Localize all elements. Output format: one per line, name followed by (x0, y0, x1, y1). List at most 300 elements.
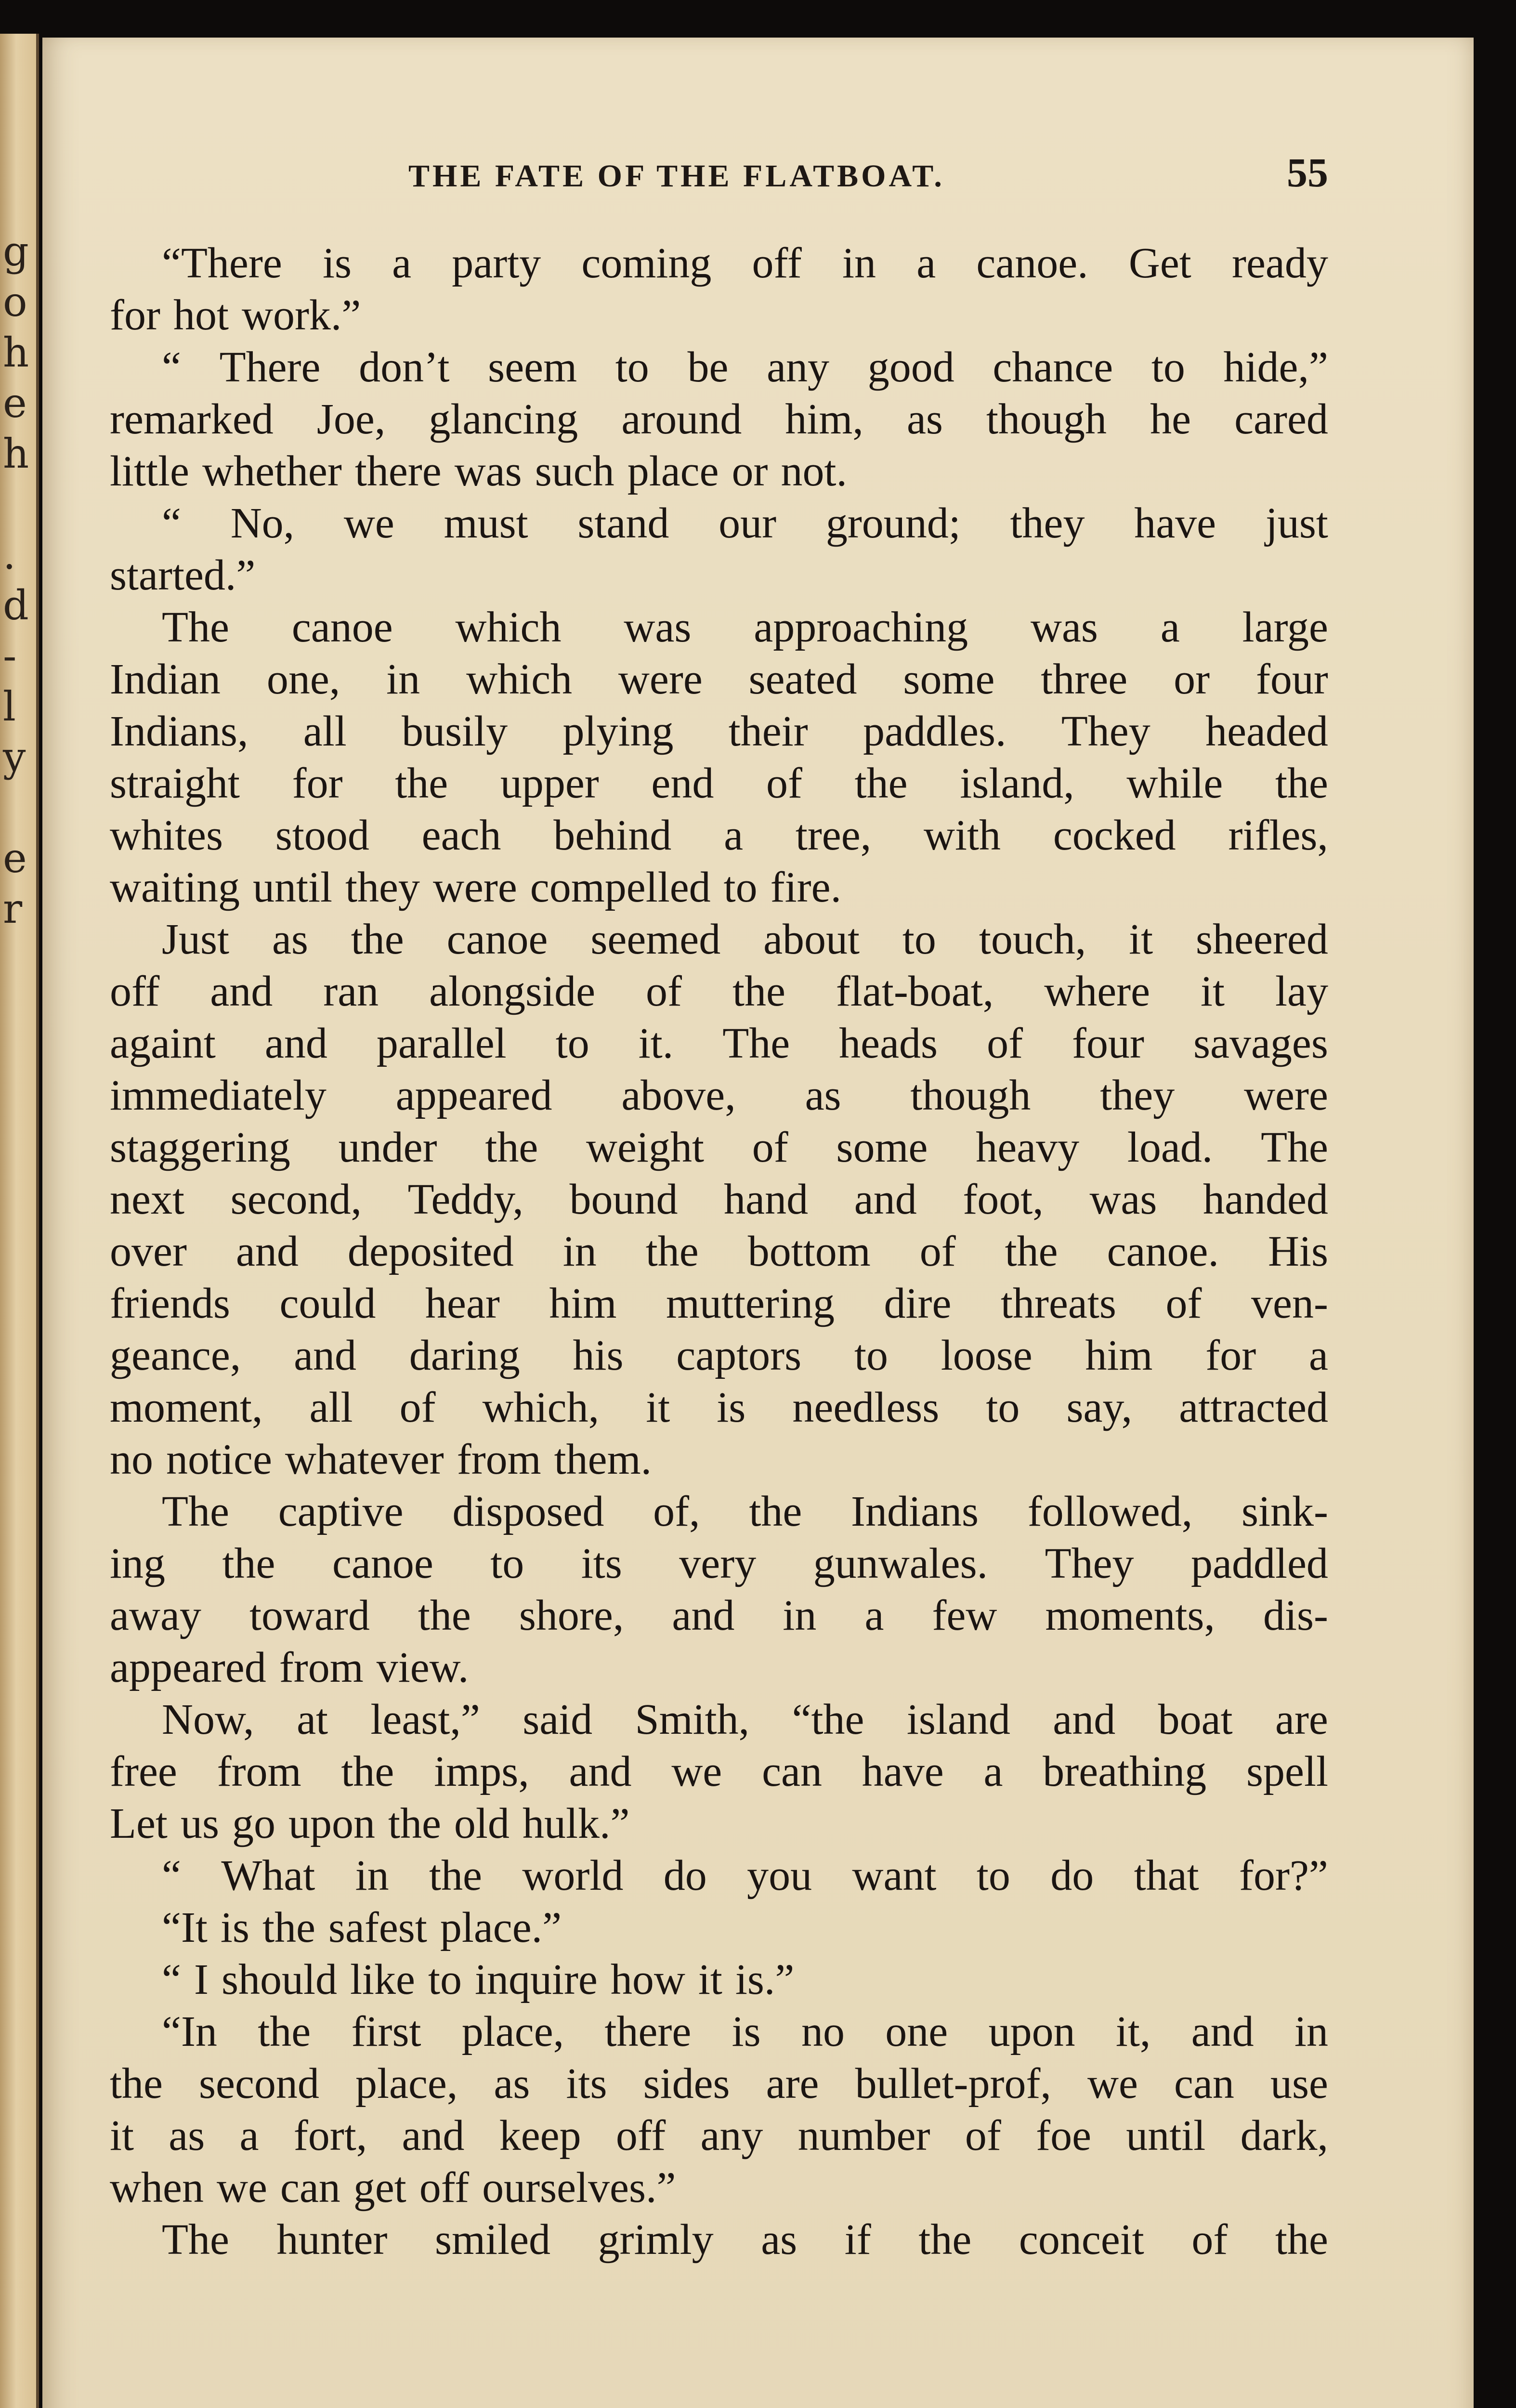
word: a (864, 1592, 884, 1639)
word: of (1165, 1280, 1202, 1327)
word: should (221, 1956, 337, 2003)
word: its (566, 2060, 607, 2107)
word: remarked (110, 395, 274, 443)
word: shore, (519, 1592, 624, 1639)
left-page-edge (0, 34, 39, 2408)
word: under (338, 1124, 437, 1171)
word: off (615, 2112, 666, 2159)
word: one, (266, 655, 340, 703)
word: as (494, 2060, 530, 2107)
word: old (454, 1800, 510, 1847)
word: to (854, 1332, 888, 1379)
word: the (429, 1852, 482, 1899)
word: notice (166, 1436, 272, 1483)
text-line (110, 2110, 1328, 2162)
word: tree, (795, 811, 872, 859)
word: the (262, 1904, 315, 1951)
word: “ (162, 343, 181, 391)
word: foot, (963, 1176, 1044, 1223)
text-line (110, 341, 1328, 393)
word: do (663, 1852, 707, 1899)
text-line (110, 1746, 1328, 1798)
word: the (222, 1540, 275, 1587)
word: which, (482, 1384, 600, 1431)
word: was (1089, 1176, 1157, 1223)
word: of (919, 1228, 956, 1275)
text-line (110, 2006, 1328, 2058)
word: have (1134, 499, 1216, 547)
word: of (766, 759, 803, 807)
word: we (216, 2164, 267, 2212)
word: of (987, 1020, 1023, 1067)
word: for?” (1239, 1852, 1328, 1899)
word: flat-boat, (836, 968, 994, 1015)
word: a (1308, 1332, 1328, 1379)
word: work.” (241, 291, 361, 339)
word: friends (110, 1280, 230, 1327)
word: conceit (1019, 2216, 1144, 2264)
word: breathing (1043, 1748, 1207, 1795)
word: sheered (1196, 916, 1328, 963)
word: upper (500, 759, 599, 807)
word: how (610, 1956, 685, 2003)
word: the (388, 1800, 441, 1847)
word: it (698, 1956, 722, 2003)
word: glancing (429, 395, 578, 443)
word: of (965, 2112, 1001, 2159)
word: fort, (293, 2112, 367, 2159)
word: that (1134, 1852, 1199, 1899)
word: were (1244, 1072, 1328, 1119)
word: one (885, 2008, 948, 2055)
body-text (110, 237, 1328, 2266)
text-line (110, 1642, 1328, 1694)
word: and (672, 1592, 735, 1639)
word: like (350, 1956, 415, 2003)
word: gunwales. (813, 1540, 988, 1587)
word: the (732, 968, 785, 1015)
word: waiting (110, 864, 240, 911)
word: about (763, 916, 860, 963)
text-line (110, 654, 1328, 706)
text-line (110, 1954, 1328, 2006)
left-page-fragment: . (3, 531, 16, 578)
word: at (297, 1696, 328, 1743)
word: canoe (291, 603, 393, 651)
word: ven- (1251, 1280, 1328, 1327)
word: to (1151, 343, 1185, 391)
word: as (761, 2216, 797, 2264)
word: plying (562, 707, 674, 755)
word: is (322, 239, 352, 287)
word: ground; (825, 499, 961, 547)
text-line (110, 445, 1328, 497)
word: I (194, 1956, 209, 2003)
word: or (1174, 655, 1210, 703)
word: dis- (1263, 1592, 1328, 1639)
word: as (906, 395, 943, 443)
word: for (1205, 1332, 1256, 1379)
left-page-fragment: l (3, 683, 16, 730)
word: place, (355, 2060, 458, 2107)
word: to (615, 343, 649, 391)
word: the (110, 2060, 163, 2107)
word: ready (1231, 239, 1328, 287)
word: to (986, 1384, 1020, 1431)
word: no (110, 1436, 153, 1483)
left-page-fragment (3, 783, 29, 833)
word: The (162, 2216, 229, 2264)
word: was (454, 447, 522, 495)
word: parallel (376, 1020, 507, 1067)
word: them. (554, 1436, 652, 1483)
word: ourselves.” (482, 2164, 676, 2212)
word: grimly (598, 2216, 714, 2264)
word: ran (323, 968, 379, 1015)
word: place.” (440, 1904, 562, 1951)
word: geance, (110, 1332, 241, 1379)
text-line (110, 1798, 1328, 1850)
text-line (110, 810, 1328, 862)
word: bullet-prof, (855, 2060, 1051, 2107)
word: handed (1203, 1176, 1328, 1223)
word: followed, (1027, 1488, 1193, 1535)
word: off (419, 2164, 470, 2212)
word: the (918, 2216, 972, 2264)
word: as (272, 916, 308, 963)
word: savages (1193, 1020, 1328, 1067)
word: staggering (110, 1124, 290, 1171)
text-line (110, 758, 1328, 810)
word: cocked (1053, 811, 1176, 859)
word: There (219, 343, 321, 391)
word: in (842, 239, 876, 287)
word: for (292, 759, 343, 807)
word: load. (1127, 1124, 1213, 1171)
word: rifles, (1228, 811, 1328, 859)
word: want (852, 1852, 937, 1899)
word: hand (724, 1176, 809, 1223)
word: him (1085, 1332, 1153, 1379)
left-page-fragment: e (3, 380, 27, 427)
word: a (1160, 603, 1180, 651)
word: the (351, 916, 404, 963)
word: there (354, 447, 442, 495)
word: fire. (770, 864, 842, 911)
text-line (110, 1590, 1328, 1642)
word: Now, (162, 1696, 254, 1743)
word: from (279, 1644, 364, 1691)
word: off (752, 239, 802, 287)
word: and (569, 1748, 632, 1795)
word: alongside (429, 968, 596, 1015)
word: the (749, 1488, 802, 1535)
word: such (535, 447, 614, 495)
word: stood (275, 811, 369, 859)
word: was (1030, 603, 1098, 651)
word: be (687, 343, 729, 391)
word: weight (586, 1124, 704, 1171)
word: of (752, 1124, 788, 1171)
word: our (719, 499, 777, 547)
word: hulk.” (522, 1800, 630, 1847)
word: to (490, 1540, 524, 1587)
word: for (110, 291, 160, 339)
word: threats (1001, 1280, 1116, 1327)
word: keep (499, 2112, 581, 2159)
word: island, (960, 759, 1074, 807)
word: all (309, 1384, 353, 1431)
left-page-fragment (3, 479, 29, 530)
word: have (862, 1748, 944, 1795)
word: imps, (434, 1748, 529, 1795)
word: and (1191, 2008, 1254, 2055)
word: The (1261, 1124, 1328, 1171)
word: as (805, 1072, 841, 1119)
word: are (1275, 1696, 1328, 1743)
word: were (432, 864, 517, 911)
word: bottom (747, 1228, 871, 1275)
word: chance (993, 343, 1113, 391)
word: it (646, 1384, 670, 1431)
word: no (801, 2008, 845, 2055)
word: where (1044, 968, 1150, 1015)
word: just (1265, 499, 1328, 547)
word: What (221, 1852, 315, 1899)
word: canoe. (1107, 1228, 1219, 1275)
word: No, (230, 499, 295, 547)
word: any (700, 2112, 763, 2159)
word: its (581, 1540, 622, 1587)
word: the (645, 1228, 699, 1275)
word: “ (162, 499, 181, 547)
running-title: THE FATE OF THE FLATBOAT. (408, 158, 945, 194)
word: They (1061, 707, 1150, 755)
left-page-fragment: g (3, 228, 29, 275)
word: to (555, 1020, 589, 1067)
word: Indians (851, 1488, 979, 1535)
text-line (110, 1330, 1328, 1382)
word: “ (162, 1852, 181, 1899)
word: the (395, 759, 448, 807)
word: dire (884, 1280, 952, 1327)
text-line (110, 966, 1328, 1018)
word: “There (162, 239, 282, 287)
word: a (392, 239, 412, 287)
text-line (110, 1278, 1328, 1330)
text-line (110, 1122, 1328, 1174)
word: canoe (332, 1540, 433, 1587)
text-line (110, 289, 1328, 341)
word: they (1100, 1072, 1175, 1119)
word: sides (643, 2060, 730, 2107)
word: view. (376, 1644, 469, 1691)
word: could (279, 1280, 376, 1327)
word: if (844, 2216, 871, 2264)
word: “ (162, 1956, 181, 2003)
word: moment, (110, 1384, 263, 1431)
word: hot (173, 291, 229, 339)
word: to (976, 1852, 1010, 1899)
word: straight (110, 759, 240, 807)
word: a (916, 239, 936, 287)
word: very (679, 1540, 757, 1587)
book-page (42, 38, 1474, 2408)
word: appeared (395, 1072, 552, 1119)
word: paddles. (863, 707, 1006, 755)
word: Teddy, (407, 1176, 523, 1223)
word: a (239, 2112, 259, 2159)
word: heads (839, 1020, 938, 1067)
word: whites (110, 811, 223, 859)
text-line (110, 2058, 1328, 2110)
word: is (220, 1904, 249, 1951)
word: until (252, 864, 332, 911)
word: his (573, 1332, 624, 1379)
word: stand (577, 499, 669, 547)
word: upon (988, 2008, 1075, 2055)
word: ing (110, 1540, 166, 1587)
word: and (235, 1228, 299, 1275)
word: it. (638, 1020, 674, 1067)
word: we (671, 1748, 722, 1795)
left-page-fragment: y (3, 733, 26, 781)
text-line (110, 1434, 1328, 1486)
word: smiled (435, 2216, 551, 2264)
word: againt (110, 1020, 216, 1067)
word: the (1005, 1228, 1058, 1275)
word: The (162, 603, 229, 651)
word: hide,” (1223, 343, 1328, 391)
word: The (162, 1488, 229, 1535)
text-line (110, 706, 1328, 758)
word: which (455, 603, 562, 651)
text-line (110, 1226, 1328, 1278)
word: canoe. (976, 239, 1088, 287)
word: “It (162, 1904, 208, 1951)
word: whether (202, 447, 342, 495)
word: was (624, 603, 692, 651)
word: little (110, 447, 189, 495)
left-page-fragment: - (3, 632, 17, 680)
word: to (428, 1956, 462, 2003)
word: immediately (110, 1072, 327, 1119)
word: attracted (1179, 1384, 1328, 1431)
word: of (399, 1384, 436, 1431)
word: and (294, 1332, 357, 1379)
word: there (604, 2008, 692, 2055)
word: in (386, 655, 420, 703)
word: above, (621, 1072, 736, 1119)
word: any (767, 343, 830, 391)
text-line (110, 237, 1328, 289)
word: and (210, 968, 273, 1015)
text-line (110, 2162, 1328, 2214)
word: must (444, 499, 528, 547)
word: approaching (754, 603, 968, 651)
word: loose (941, 1332, 1032, 1379)
word: to (902, 916, 936, 963)
word: four (1072, 1020, 1144, 1067)
word: The (722, 1020, 790, 1067)
word: hear (425, 1280, 500, 1327)
word: he (1150, 395, 1191, 443)
word: we (1087, 2060, 1138, 2107)
left-page-text-fragments (3, 226, 29, 934)
word: some (836, 1124, 928, 1171)
text-line (110, 914, 1328, 966)
left-page-fragment: r (3, 885, 23, 932)
word: safest (328, 1904, 427, 1951)
word: His (1268, 1228, 1328, 1275)
word: go (232, 1800, 275, 1847)
word: three (1041, 655, 1128, 703)
word: dark, (1240, 2112, 1328, 2159)
word: of (1191, 2216, 1228, 2264)
word: over (110, 1228, 187, 1275)
text-line (110, 1382, 1328, 1434)
word: “the (792, 1696, 864, 1743)
word: few (932, 1592, 997, 1639)
word: say, (1066, 1384, 1133, 1431)
word: started.” (110, 551, 256, 599)
word: don’t (359, 343, 450, 391)
word: the (854, 759, 908, 807)
text-line (110, 1018, 1328, 1070)
word: each (421, 811, 501, 859)
word: the (258, 2008, 311, 2055)
word: the (1275, 2216, 1328, 2264)
word: behind (553, 811, 672, 859)
word: when (110, 2164, 204, 2212)
left-page-fragment: h (3, 430, 29, 477)
word: Joe, (316, 395, 386, 443)
text-line (110, 393, 1328, 445)
word: or (732, 447, 768, 495)
word: not. (781, 447, 848, 495)
left-page-fragment: o (3, 278, 27, 326)
word: with (924, 811, 1001, 859)
word: coming (581, 239, 712, 287)
word: it, (1115, 2008, 1151, 2055)
word: moments, (1045, 1592, 1215, 1639)
word: number (797, 2112, 930, 2159)
word: place (627, 447, 719, 495)
word: us (180, 1800, 219, 1847)
word: paddled (1191, 1540, 1328, 1587)
word: they (345, 864, 420, 911)
text-line (110, 1486, 1328, 1538)
word: him (549, 1280, 617, 1327)
word: and (402, 2112, 465, 2159)
word: bound (569, 1176, 678, 1223)
text-line (110, 2214, 1328, 2266)
word: sink- (1241, 1488, 1328, 1535)
word: to (723, 864, 758, 911)
word: end (651, 759, 714, 807)
word: away (110, 1592, 201, 1639)
word: is (717, 1384, 746, 1431)
word: they (1010, 499, 1085, 547)
word: touch, (979, 916, 1086, 963)
word: large (1242, 603, 1328, 651)
text-line (110, 550, 1328, 602)
word: lay (1275, 968, 1328, 1015)
word: headed (1205, 707, 1328, 755)
word: and (1053, 1696, 1116, 1743)
word: “In (162, 2008, 217, 2055)
word: foe (1036, 2112, 1092, 2159)
